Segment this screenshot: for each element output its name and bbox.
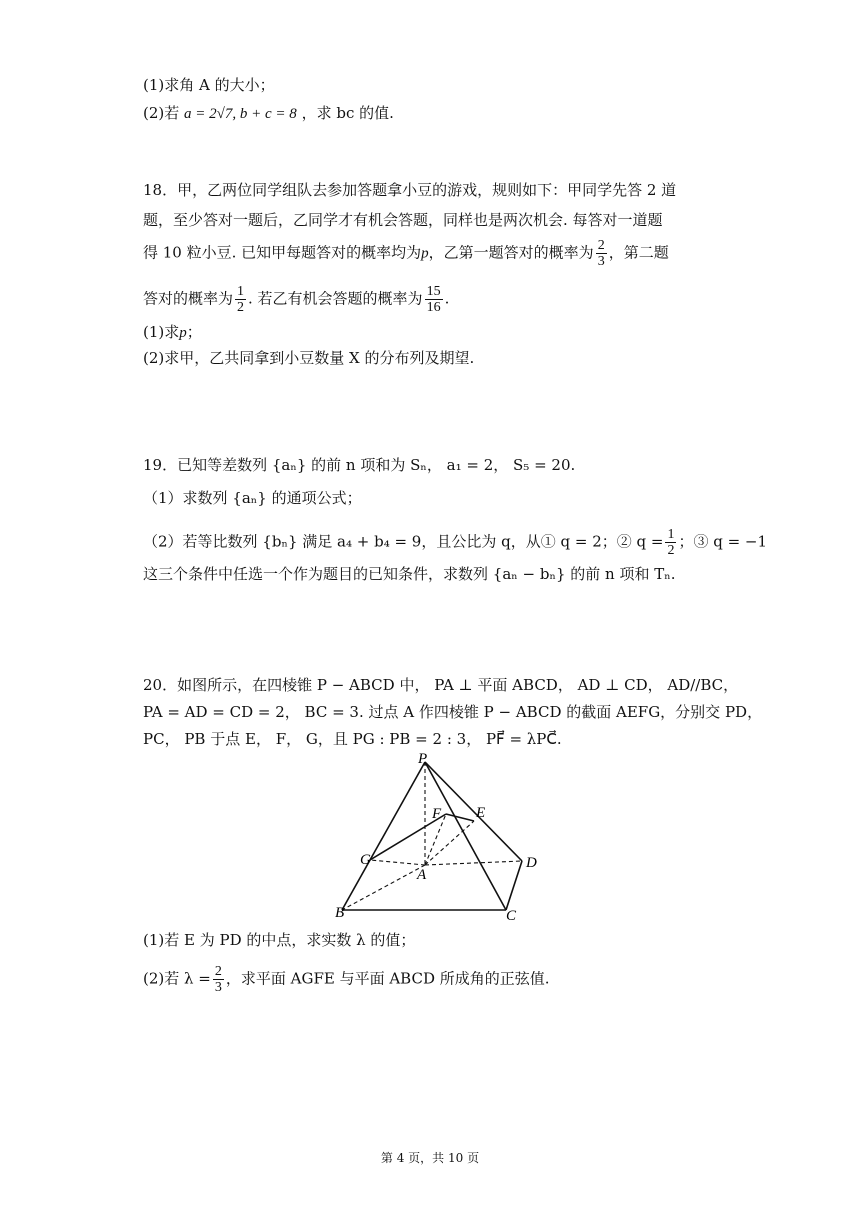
q18-line4-fraction2 bbox=[425, 284, 443, 315]
fraction-denominator: 3 bbox=[597, 254, 605, 269]
label-E: E bbox=[476, 805, 486, 821]
page-footer: 第 4 页，共 10 页 bbox=[380, 1151, 480, 1165]
fraction-denominator: 3 bbox=[214, 980, 222, 995]
q18-line3-pre: 得 10 粒小豆. 已知甲每题答对的概率均为 bbox=[143, 243, 422, 262]
q18-line4 bbox=[143, 284, 449, 315]
q18-line3 bbox=[143, 238, 669, 269]
q20-part2-fraction bbox=[213, 964, 224, 995]
edge-PB bbox=[342, 762, 425, 910]
fraction-numerator: 1 bbox=[237, 284, 245, 299]
q17-part2-post: ，求 bc 的值. bbox=[301, 104, 394, 122]
fraction-denominator: 2 bbox=[237, 300, 245, 315]
q18-line1: 18．甲，乙两位同学组队去参加答题拿小豆的游戏，规则如下：甲同学先答 2 道 bbox=[143, 181, 677, 199]
q18-part1-post: ； bbox=[186, 323, 202, 341]
q18-line4-pre: 答对的概率为 bbox=[143, 289, 234, 308]
q18-line3-p: p bbox=[421, 245, 429, 262]
edge-AD bbox=[425, 861, 522, 865]
label-A: A bbox=[417, 867, 427, 883]
q19-line3 bbox=[143, 527, 767, 558]
q18-line3-post: ，第二题 bbox=[608, 243, 669, 262]
section-AE bbox=[425, 821, 474, 865]
q18-part1 bbox=[143, 322, 202, 343]
label-G: G bbox=[360, 852, 371, 868]
fraction-denominator: 2 bbox=[667, 543, 675, 558]
fraction-numerator: 1 bbox=[667, 527, 675, 542]
q19-line1: 19．已知等差数列 {aₙ} 的前 n 项和为 Sₙ， a₁ = 2， S₅ = 20. bbox=[143, 456, 576, 474]
fraction-denominator: 16 bbox=[426, 300, 441, 315]
pyramid-figure bbox=[330, 752, 550, 924]
q18-part1-var: p bbox=[179, 325, 187, 341]
q20-line3: PC， PB 于点 E， F， G，且 PG : PB = 2 : 3， PF⃗ = λPC⃗. bbox=[143, 730, 562, 748]
q19-line3-pre: （2）若等比数列 {bₙ} 满足 a₄ + b₄ = 9，且公比为 q，从① q = 2；② q = bbox=[143, 532, 664, 551]
q18-part1-pre: (1)求 bbox=[143, 323, 180, 341]
fraction-numerator: 2 bbox=[214, 964, 222, 979]
q20-line1: 20．如图所示，在四棱锥 P − ABCD 中， PA ⊥ 平面 ABCD， AD ⊥ CD， AD//BC， bbox=[143, 676, 739, 694]
edge-CD bbox=[506, 861, 522, 910]
label-F: F bbox=[432, 806, 442, 822]
label-D: D bbox=[526, 855, 537, 871]
q17-part1: (1)求角 A 的大小； bbox=[143, 76, 275, 94]
q18-line3-mid: ，乙第一题答对的概率为 bbox=[428, 243, 594, 262]
q17-part2-pre: (2)若 bbox=[143, 104, 180, 122]
q18-part2: (2)求甲，乙共同拿到小豆数量 X 的分布列及期望. bbox=[143, 349, 475, 367]
q18-line2: 题，至少答对一题后，乙同学才有机会答题，同样也是两次机会. 每答对一道题 bbox=[143, 211, 663, 229]
label-P: P bbox=[418, 752, 428, 767]
label-B: B bbox=[335, 905, 345, 921]
q19-line3-post: ；③ q = −1 bbox=[678, 532, 768, 551]
q18-line4-mid: . 若乙有机会答题的概率为 bbox=[248, 289, 423, 308]
q20-part2 bbox=[143, 964, 550, 995]
q17-part2 bbox=[143, 103, 394, 124]
q19-line4: 这三个条件中任选一个作为题目的已知条件，求数列 {aₙ − bₙ} 的前 n 项和 Tₙ. bbox=[143, 565, 676, 583]
label-C: C bbox=[506, 908, 517, 924]
q20-part2-post: ，求平面 AGFE 与平面 ABCD 所成角的正弦值. bbox=[225, 969, 550, 988]
fraction-numerator: 15 bbox=[426, 284, 441, 299]
q18-line4-post: . bbox=[444, 289, 450, 308]
q20-part2-pre: (2)若 λ = bbox=[143, 969, 211, 988]
q19-line3-fraction bbox=[665, 527, 676, 558]
section-AG bbox=[370, 860, 425, 865]
q19-line2: （1）求数列 {aₙ} 的通项公式； bbox=[143, 489, 362, 507]
section-FE bbox=[446, 814, 474, 821]
q20-part1: (1)若 E 为 PD 的中点，求实数 λ 的值； bbox=[143, 931, 416, 949]
q18-line3-fraction bbox=[596, 238, 607, 269]
q18-line4-fraction1 bbox=[235, 284, 246, 315]
q17-part2-math: a = 2√7, b + c = 8 bbox=[184, 106, 297, 122]
q20-line2: PA = AD = CD = 2， BC = 3. 过点 A 作四棱锥 P − ABCD 的截面 AEFG，分别交 PD， bbox=[143, 703, 763, 721]
fraction-numerator: 2 bbox=[597, 238, 605, 253]
